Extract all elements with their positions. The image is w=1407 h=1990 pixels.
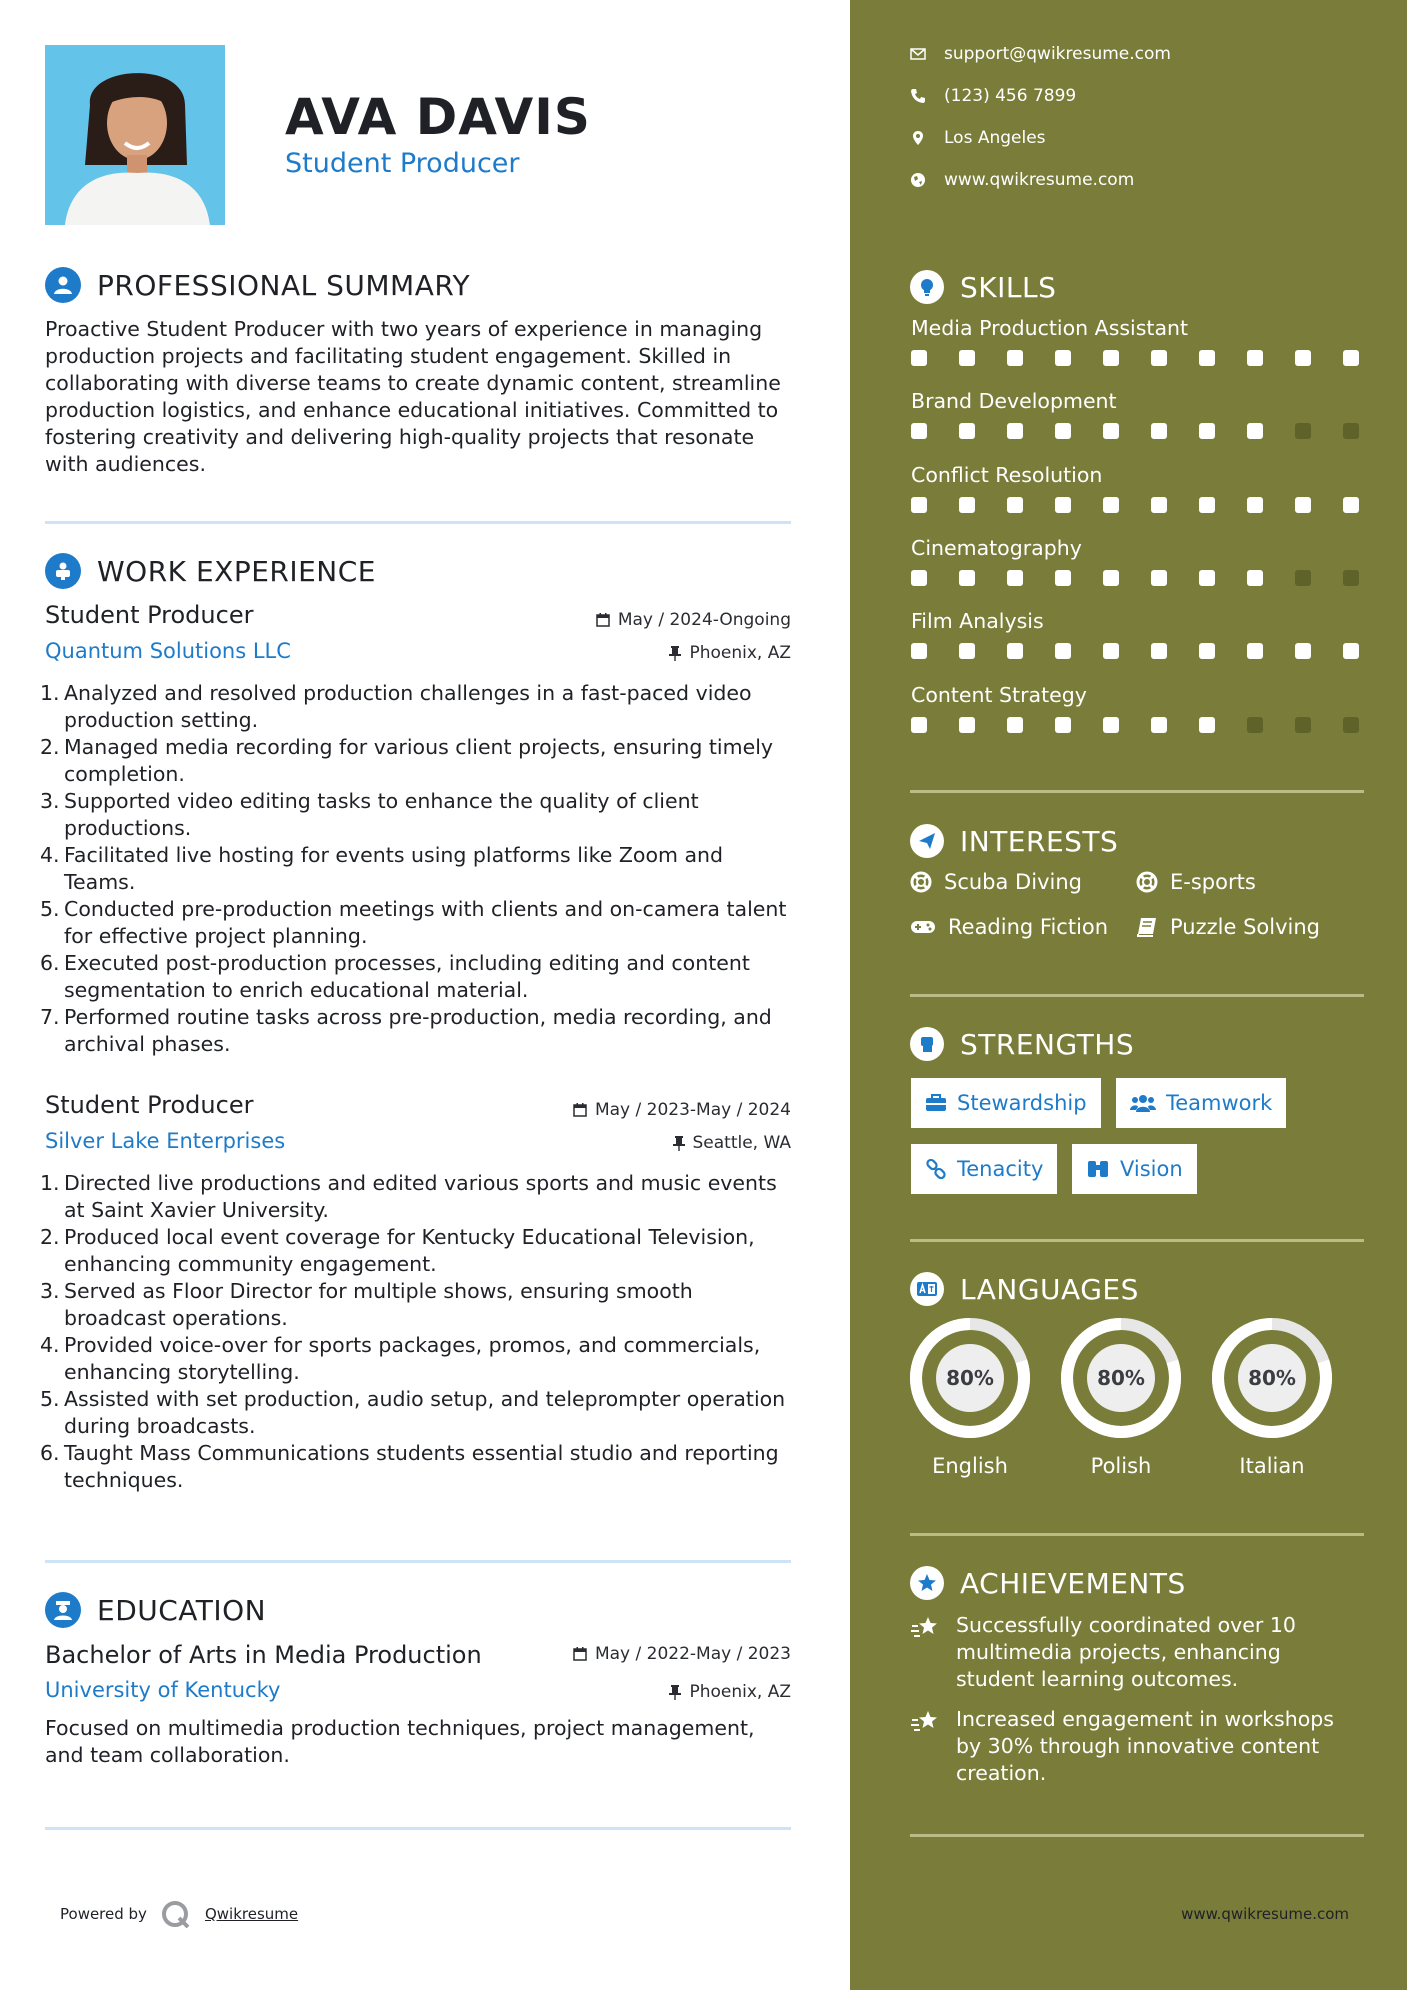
skill-dot-filled bbox=[911, 717, 927, 733]
language-item bbox=[1210, 1316, 1334, 1478]
language-percent: 80% bbox=[1097, 1366, 1145, 1390]
sidebar-divider bbox=[910, 1834, 1364, 1837]
skill-dot-filled bbox=[1199, 497, 1215, 513]
location-text: Los Angeles bbox=[944, 128, 1046, 148]
skill-dot-filled bbox=[1343, 497, 1359, 513]
skill-dot-filled bbox=[1199, 570, 1215, 586]
skill-dot-filled bbox=[959, 717, 975, 733]
contact-phone[interactable] bbox=[910, 86, 1076, 106]
skill-dot-filled bbox=[959, 423, 975, 439]
interest-item bbox=[910, 915, 1108, 939]
interests-heading bbox=[910, 824, 1118, 858]
pin-icon bbox=[669, 646, 681, 661]
fist-icon bbox=[910, 1027, 944, 1061]
education-date-text: May / 2022-May / 2023 bbox=[594, 1644, 791, 1664]
skill-rating bbox=[911, 423, 1371, 439]
skill-dot-filled bbox=[1103, 570, 1119, 586]
skill-dot-filled bbox=[1007, 350, 1023, 366]
skill-item bbox=[911, 316, 1371, 366]
achievements-title: ACHIEVEMENTS bbox=[960, 1566, 1186, 1600]
skill-dot-filled bbox=[1151, 570, 1167, 586]
skill-dot-filled bbox=[1103, 643, 1119, 659]
skill-dot-filled bbox=[1247, 423, 1263, 439]
achievements-heading bbox=[910, 1566, 1186, 1600]
duty-item: 7. Performed routine tasks across pre-production, media recording, and archival phases. bbox=[40, 1005, 772, 1056]
job-date-text: May / 2024-Ongoing bbox=[617, 610, 791, 630]
duty-item: 5. Assisted with set production, audio setup, and teleprompter operation during broadcasts. bbox=[40, 1387, 786, 1438]
duty-item: 1. Directed live productions and edited various sports and music events at Saint Xavier University. bbox=[40, 1171, 777, 1222]
contact-email[interactable] bbox=[910, 44, 1171, 64]
skill-dot-filled bbox=[1055, 643, 1071, 659]
skill-dot-filled bbox=[1151, 350, 1167, 366]
education-title: EDUCATION bbox=[97, 1593, 267, 1627]
achievement-text: Successfully coordinated over 10 multimedia projects, enhancing student learning outcomes. bbox=[956, 1613, 1296, 1691]
link-icon bbox=[925, 1158, 947, 1180]
skill-dot-filled bbox=[1007, 717, 1023, 733]
language-item bbox=[908, 1316, 1032, 1478]
education-description: Focused on multimedia production techniques, project management, and team collaboration. bbox=[45, 1716, 755, 1767]
skill-dot-filled bbox=[1007, 643, 1023, 659]
duty-item: 5. Conducted pre-production meetings with clients and on-camera talent for effective project planning. bbox=[40, 897, 787, 948]
duty-item: 3. Served as Floor Director for multiple shows, ensuring smooth broadcast operations. bbox=[40, 1279, 693, 1330]
translate-icon bbox=[910, 1272, 944, 1306]
skill-dot-filled bbox=[1343, 643, 1359, 659]
skill-dot-filled bbox=[1151, 423, 1167, 439]
users-icon bbox=[1130, 1094, 1156, 1112]
powered-by-label: Powered by bbox=[60, 1905, 147, 1923]
strength-tag bbox=[1116, 1078, 1286, 1128]
language-name: Polish bbox=[1090, 1454, 1152, 1478]
summary-title: PROFESSIONAL SUMMARY bbox=[97, 268, 471, 302]
achievement-item bbox=[910, 1612, 1360, 1693]
skill-dot-filled bbox=[1103, 497, 1119, 513]
education-location-text: Phoenix, AZ bbox=[689, 1682, 791, 1702]
user-icon bbox=[45, 267, 81, 303]
language-name: English bbox=[932, 1454, 1008, 1478]
strengths-title: STRENGTHS bbox=[960, 1027, 1135, 1061]
skill-dot-filled bbox=[1199, 717, 1215, 733]
skill-dot-filled bbox=[911, 497, 927, 513]
job-title: Student Producer bbox=[45, 601, 254, 629]
star-badge-icon bbox=[910, 1566, 944, 1600]
footer-website[interactable]: www.qwikresume.com bbox=[1181, 1905, 1349, 1923]
skill-dot-filled bbox=[1007, 570, 1023, 586]
job-duties bbox=[40, 1170, 800, 1494]
skill-dot-filled bbox=[1055, 497, 1071, 513]
skill-dot-filled bbox=[1199, 423, 1215, 439]
strength-tag bbox=[911, 1078, 1101, 1128]
email-text: support@qwikresume.com bbox=[944, 44, 1171, 64]
sidebar-divider bbox=[910, 994, 1364, 997]
skill-dot-filled bbox=[1199, 643, 1215, 659]
contact-website[interactable] bbox=[910, 170, 1134, 190]
briefcase-icon bbox=[925, 1094, 947, 1112]
duty-item: 4. Facilitated live hosting for events using platforms like Zoom and Teams. bbox=[40, 843, 724, 894]
skill-dot-filled bbox=[1151, 643, 1167, 659]
school-name: University of Kentucky bbox=[45, 1678, 281, 1702]
interest-label: Reading Fiction bbox=[948, 915, 1109, 939]
job-date-text: May / 2023-May / 2024 bbox=[594, 1100, 791, 1120]
duty-item: 1. Analyzed and resolved production challenges in a fast-paced video production setting. bbox=[40, 681, 752, 732]
skill-dot-filled bbox=[1151, 717, 1167, 733]
work-heading bbox=[45, 553, 376, 589]
graduate-icon bbox=[45, 1592, 81, 1628]
skill-dot-filled bbox=[1103, 423, 1119, 439]
skill-dot-filled bbox=[911, 423, 927, 439]
skills-title: SKILLS bbox=[960, 270, 1057, 304]
company-name: Quantum Solutions LLC bbox=[45, 639, 291, 663]
language-name: Italian bbox=[1239, 1454, 1305, 1478]
gamepad-icon bbox=[910, 919, 936, 935]
skill-dot-filled bbox=[911, 570, 927, 586]
achievement-text: Increased engagement in workshops by 30% through innovative content creation. bbox=[956, 1707, 1334, 1785]
skill-dot-empty bbox=[1247, 717, 1263, 733]
sidebar-divider bbox=[910, 1239, 1364, 1242]
skill-item bbox=[911, 683, 1371, 733]
skill-dot-filled bbox=[1247, 643, 1263, 659]
skill-dot-empty bbox=[1295, 423, 1311, 439]
summary-text: Proactive Student Producer with two years of experience in managing production projects and facilitating student engagement. Skilled in collaborating with diverse teams to create dynamic content, streamline production logistics, and enhance educational initiatives. Committed to fostering creativity and delivering high-quality projects that resonate with audiences. bbox=[45, 317, 781, 476]
skill-dot-filled bbox=[1103, 717, 1119, 733]
skill-name: Media Production Assistant bbox=[911, 316, 1189, 340]
skill-item bbox=[911, 536, 1371, 586]
candidate-role: Student Producer bbox=[285, 148, 520, 179]
skill-dot-filled bbox=[1247, 350, 1263, 366]
binoculars-icon bbox=[1086, 1159, 1110, 1179]
skill-dot-filled bbox=[959, 497, 975, 513]
briefcase-user-icon bbox=[45, 553, 81, 589]
language-item bbox=[1059, 1316, 1183, 1478]
lightbulb-icon bbox=[910, 270, 944, 304]
pin-icon bbox=[669, 1685, 681, 1700]
skill-dot-filled bbox=[911, 350, 927, 366]
strength-tag bbox=[1072, 1144, 1197, 1194]
job-title: Student Producer bbox=[45, 1091, 254, 1119]
skill-name: Film Analysis bbox=[911, 609, 1044, 633]
skill-dot-filled bbox=[1007, 423, 1023, 439]
shooting-star-icon bbox=[910, 1614, 942, 1642]
skill-rating bbox=[911, 350, 1371, 366]
paper-plane-icon bbox=[910, 824, 944, 858]
job-duties bbox=[40, 680, 800, 1058]
skill-rating bbox=[911, 643, 1371, 659]
skill-item bbox=[911, 609, 1371, 659]
language-percent: 80% bbox=[1248, 1366, 1296, 1390]
interest-label: Puzzle Solving bbox=[1170, 915, 1320, 939]
job-location bbox=[669, 643, 791, 663]
skill-dot-filled bbox=[1295, 643, 1311, 659]
skill-rating bbox=[911, 717, 1371, 733]
education-location bbox=[669, 1682, 791, 1702]
job-location-text: Phoenix, AZ bbox=[689, 643, 791, 663]
language-percent: 80% bbox=[946, 1366, 994, 1390]
skill-dot-filled bbox=[1055, 350, 1071, 366]
skill-dot-filled bbox=[1343, 350, 1359, 366]
interest-label: E-sports bbox=[1170, 870, 1256, 894]
interest-item bbox=[910, 870, 1082, 894]
skill-item bbox=[911, 389, 1371, 439]
website-text: www.qwikresume.com bbox=[944, 170, 1135, 190]
profile-photo bbox=[45, 45, 225, 225]
education-heading bbox=[45, 1592, 266, 1628]
strength-label: Stewardship bbox=[957, 1091, 1087, 1115]
skill-dot-filled bbox=[1295, 497, 1311, 513]
skill-dot-filled bbox=[1295, 350, 1311, 366]
shooting-star-icon bbox=[910, 1708, 942, 1736]
skill-rating bbox=[911, 570, 1371, 586]
skill-dot-filled bbox=[1247, 497, 1263, 513]
interest-label: Scuba Diving bbox=[944, 870, 1082, 894]
candidate-name: AVA DAVIS bbox=[285, 88, 591, 146]
divider bbox=[45, 1560, 791, 1563]
strength-label: Vision bbox=[1120, 1157, 1183, 1181]
map-marker-icon bbox=[910, 130, 926, 146]
skill-dot-empty bbox=[1343, 717, 1359, 733]
skill-dot-filled bbox=[959, 643, 975, 659]
job-location-text: Seattle, WA bbox=[692, 1133, 791, 1153]
calendar-icon bbox=[573, 1647, 587, 1661]
duty-item: 4. Provided voice-over for sports packages, promos, and commercials, enhancing storytelling. bbox=[40, 1333, 761, 1384]
skill-name: Cinematography bbox=[911, 536, 1082, 560]
duty-item: 2. Managed media recording for various client projects, ensuring timely completion. bbox=[40, 735, 774, 786]
education-date bbox=[573, 1644, 791, 1664]
globe-icon bbox=[910, 172, 926, 188]
lifebuoy-icon bbox=[910, 871, 932, 893]
company-name: Silver Lake Enterprises bbox=[45, 1129, 286, 1153]
skill-name: Conflict Resolution bbox=[911, 463, 1103, 487]
skill-name: Brand Development bbox=[911, 389, 1117, 413]
powered-by bbox=[60, 1900, 298, 1928]
strength-label: Teamwork bbox=[1166, 1091, 1273, 1115]
skill-dot-filled bbox=[911, 643, 927, 659]
skill-name: Content Strategy bbox=[911, 683, 1087, 707]
duty-item: 6. Executed post-production processes, including editing and content segmentation to enrich educational material. bbox=[40, 951, 750, 1002]
calendar-icon bbox=[596, 613, 610, 627]
divider bbox=[45, 521, 791, 524]
phone-icon bbox=[910, 88, 926, 104]
language-ring bbox=[1059, 1316, 1183, 1440]
languages-title: LANGUAGES bbox=[960, 1272, 1139, 1306]
language-ring bbox=[1210, 1316, 1334, 1440]
pin-icon bbox=[673, 1136, 685, 1151]
calendar-icon bbox=[573, 1103, 587, 1117]
interest-item bbox=[1136, 915, 1320, 939]
book-icon bbox=[1136, 916, 1158, 938]
envelope-icon bbox=[910, 48, 926, 60]
sidebar-divider bbox=[910, 790, 1364, 793]
sidebar-divider bbox=[910, 1533, 1364, 1536]
skill-dot-filled bbox=[1199, 350, 1215, 366]
skill-rating bbox=[911, 497, 1371, 513]
skill-dot-filled bbox=[1055, 423, 1071, 439]
skill-dot-filled bbox=[1055, 570, 1071, 586]
contact-location bbox=[910, 128, 1046, 148]
skill-dot-filled bbox=[1055, 717, 1071, 733]
language-ring bbox=[908, 1316, 1032, 1440]
lifebuoy-icon bbox=[1136, 871, 1158, 893]
job-location bbox=[673, 1133, 792, 1153]
interests-title: INTERESTS bbox=[960, 824, 1119, 858]
skill-dot-empty bbox=[1343, 570, 1359, 586]
work-title: WORK EXPERIENCE bbox=[97, 554, 376, 588]
duty-item: 3. Supported video editing tasks to enhance the quality of client productions. bbox=[40, 789, 699, 840]
strength-label: Tenacity bbox=[957, 1157, 1044, 1181]
skill-dot-filled bbox=[959, 350, 975, 366]
qwikresume-logo-icon bbox=[161, 1900, 191, 1928]
divider bbox=[45, 1827, 791, 1830]
skill-dot-empty bbox=[1295, 570, 1311, 586]
duty-item: 2. Produced local event coverage for Kentucky Educational Television, enhancing community engagement. bbox=[40, 1225, 755, 1276]
languages-heading bbox=[910, 1272, 1139, 1306]
skill-item bbox=[911, 463, 1371, 513]
skills-heading bbox=[910, 270, 1056, 304]
skill-dot-filled bbox=[1247, 570, 1263, 586]
skill-dot-filled bbox=[1103, 350, 1119, 366]
summary-heading bbox=[45, 267, 470, 303]
strength-tag bbox=[911, 1144, 1057, 1194]
interest-item bbox=[1136, 870, 1256, 894]
skill-dot-filled bbox=[1007, 497, 1023, 513]
phone-text: (123) 456 7899 bbox=[944, 86, 1077, 106]
skill-dot-filled bbox=[959, 570, 975, 586]
skill-dot-empty bbox=[1295, 717, 1311, 733]
duty-item: 6. Taught Mass Communications students essential studio and reporting techniques. bbox=[40, 1441, 779, 1492]
achievement-item bbox=[910, 1706, 1360, 1787]
qwikresume-link[interactable]: Qwikresume bbox=[204, 1905, 299, 1923]
skill-dot-filled bbox=[1151, 497, 1167, 513]
job-date bbox=[573, 1100, 791, 1120]
skill-dot-empty bbox=[1343, 423, 1359, 439]
degree-title: Bachelor of Arts in Media Production bbox=[45, 1641, 482, 1669]
job-date bbox=[596, 610, 791, 630]
strengths-heading bbox=[910, 1027, 1134, 1061]
